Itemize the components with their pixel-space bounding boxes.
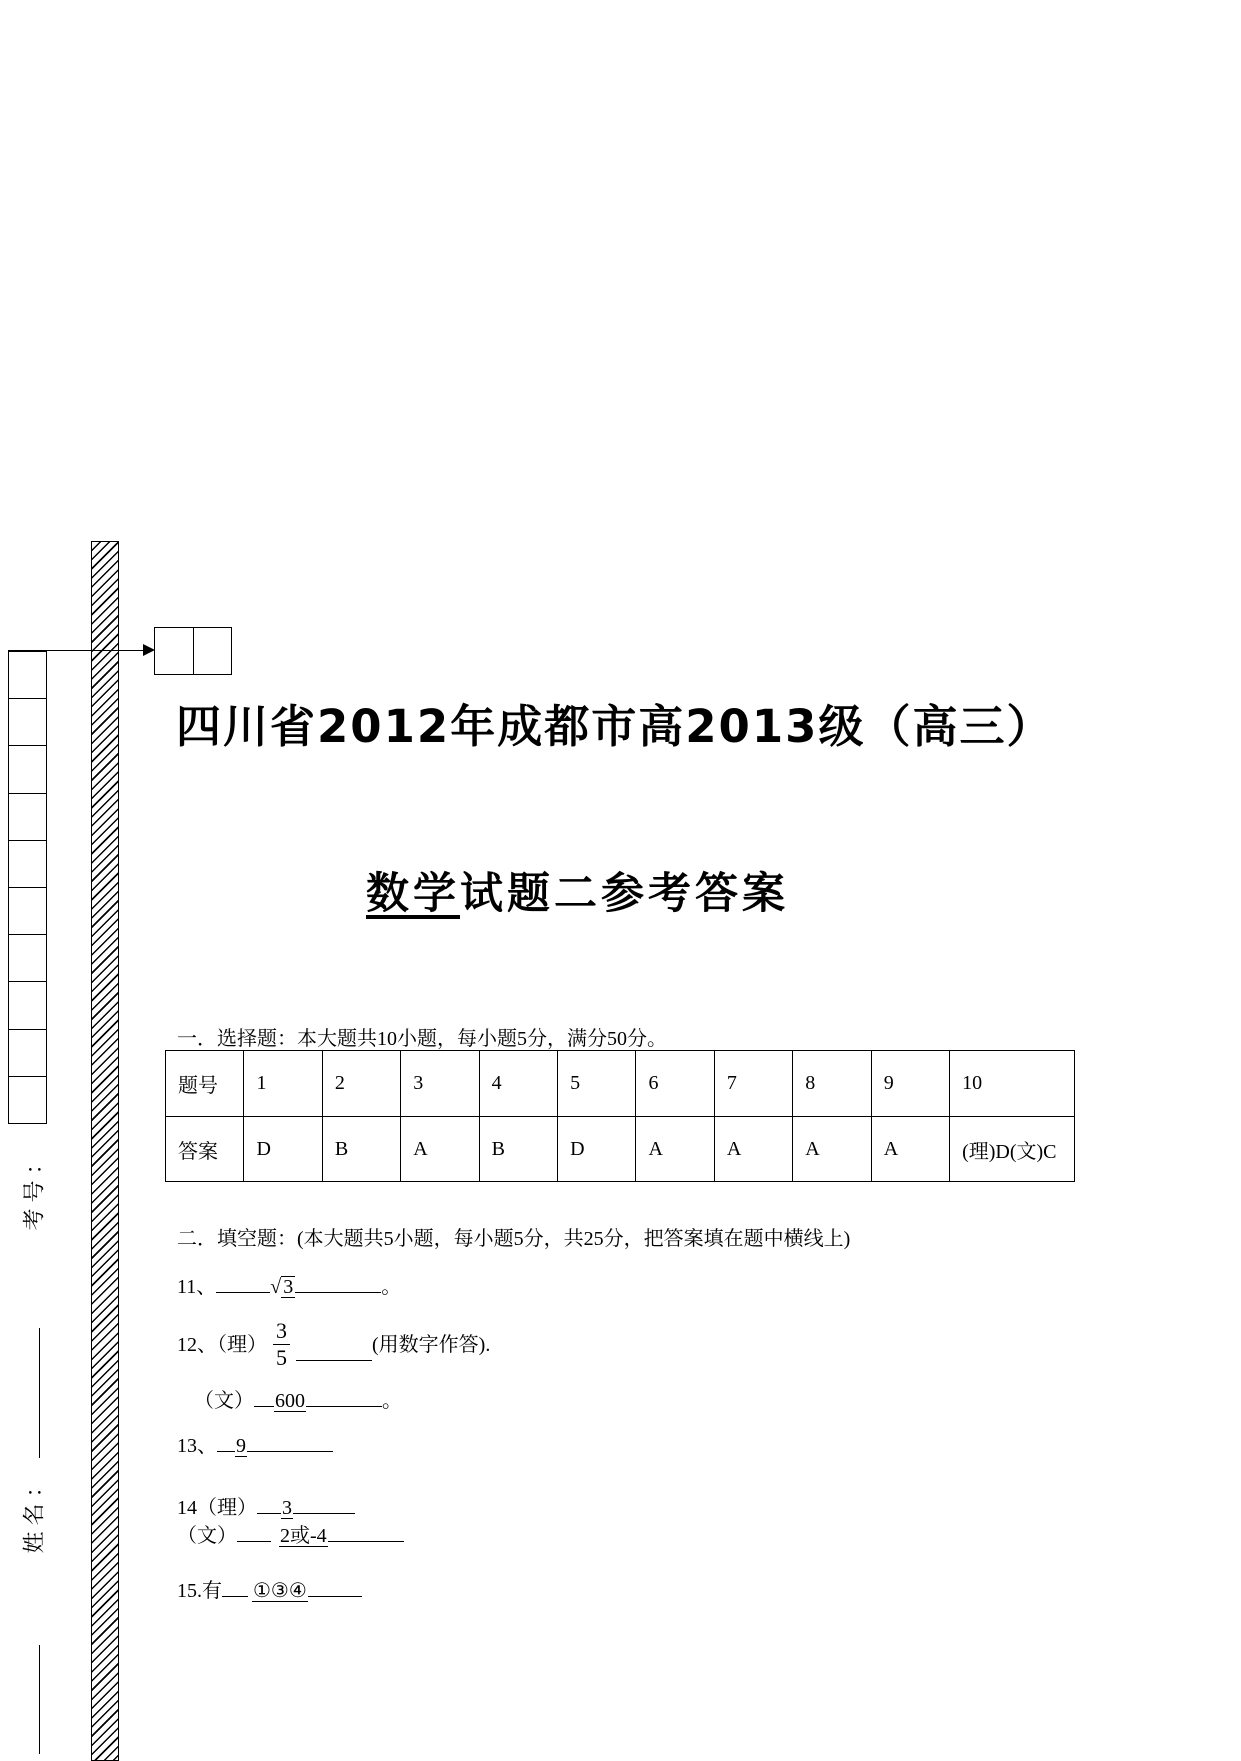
question-12-li bbox=[177, 1318, 490, 1372]
q14-li-answer: 3 bbox=[282, 1497, 292, 1519]
answer-table bbox=[165, 1050, 1075, 1182]
section-2-heading: 二．填空题：(本大题共5小题，每小题5分，共25分，把答案填在题中横线上) bbox=[177, 1228, 851, 1250]
question-11 bbox=[177, 1272, 401, 1298]
q15-blank-trail bbox=[308, 1576, 362, 1597]
table-row bbox=[166, 1051, 1075, 1117]
binding-hatch-strip bbox=[91, 541, 119, 1761]
q13-blank-trail bbox=[247, 1431, 333, 1452]
question-15 bbox=[177, 1576, 362, 1602]
q15-label: 15.有 bbox=[177, 1580, 222, 1602]
answer-cell: A bbox=[636, 1117, 714, 1182]
question-number: 2 bbox=[322, 1051, 400, 1117]
q14-li-blank-trail bbox=[293, 1493, 355, 1514]
q14-wen-answer: 2或-4 bbox=[280, 1525, 327, 1547]
q14-wen-blank-trail bbox=[328, 1521, 404, 1542]
question-number: 10 bbox=[950, 1051, 1075, 1117]
question-number: 3 bbox=[401, 1051, 479, 1117]
q13-answer: 9 bbox=[236, 1435, 246, 1457]
q11-answer-sqrt bbox=[270, 1276, 295, 1298]
exam-number-box[interactable] bbox=[9, 652, 46, 699]
question-number: 6 bbox=[636, 1051, 714, 1117]
answer-cell: A bbox=[871, 1117, 949, 1182]
answer-cell: A bbox=[714, 1117, 792, 1182]
q11-label: 11、 bbox=[177, 1276, 217, 1298]
seat-number-box[interactable] bbox=[194, 628, 232, 674]
section-1-heading: 一．选择题：本大题共10小题，每小题5分，满分50分。 bbox=[177, 1028, 667, 1050]
subtitle-rest: 试题二参考答案 bbox=[460, 869, 789, 919]
q12-wen-blank-trail bbox=[306, 1386, 382, 1407]
exam-number-boxes bbox=[8, 651, 47, 1124]
exam-number-box[interactable] bbox=[9, 841, 46, 888]
q11-end: 。 bbox=[381, 1276, 402, 1298]
q14-li-label: 14（理） bbox=[177, 1497, 257, 1519]
question-14-li bbox=[177, 1493, 355, 1519]
exam-number-box[interactable] bbox=[9, 1030, 46, 1077]
q11-answer: 3 bbox=[283, 1276, 294, 1298]
answer-cell: (理)D(文)C bbox=[950, 1117, 1075, 1182]
exam-number-box[interactable] bbox=[9, 982, 46, 1029]
answer-cell: A bbox=[793, 1117, 871, 1182]
subtitle-subject: 数学 bbox=[366, 869, 460, 919]
question-number: 8 bbox=[793, 1051, 871, 1117]
answer-cell: B bbox=[322, 1117, 400, 1182]
question-number: 5 bbox=[558, 1051, 636, 1117]
name-label: 姓名： bbox=[22, 1469, 48, 1554]
seat-number-box[interactable] bbox=[155, 628, 194, 674]
answer-cell: A bbox=[401, 1117, 479, 1182]
q12-blank bbox=[296, 1340, 372, 1361]
exam-number-box[interactable] bbox=[9, 746, 46, 793]
question-number: 9 bbox=[871, 1051, 949, 1117]
q12-label: 12、（理） bbox=[177, 1333, 267, 1356]
exam-number-box[interactable] bbox=[9, 888, 46, 935]
question-number: 1 bbox=[244, 1051, 322, 1117]
page-title: 四川省2012年成都市高2013级（高三） bbox=[176, 700, 1054, 753]
answer-cell: B bbox=[479, 1117, 557, 1182]
q11-blank-lead bbox=[216, 1272, 270, 1293]
exam-number-label: 考号： bbox=[22, 1146, 48, 1231]
question-number: 7 bbox=[714, 1051, 792, 1117]
class-fill-line[interactable] bbox=[39, 1645, 40, 1754]
q12-wen-blank-lead bbox=[254, 1386, 274, 1407]
sqrt-icon: √ bbox=[270, 1276, 282, 1298]
q11-blank-trail bbox=[295, 1272, 381, 1293]
table-row bbox=[166, 1117, 1075, 1182]
page-subtitle bbox=[366, 860, 789, 921]
question-14-wen bbox=[177, 1521, 404, 1547]
answer-cell: D bbox=[244, 1117, 322, 1182]
q12-answer-fraction bbox=[273, 1318, 290, 1372]
q12-wen-end: 。 bbox=[382, 1390, 402, 1412]
question-number: 4 bbox=[479, 1051, 557, 1117]
exam-number-box[interactable] bbox=[9, 935, 46, 982]
q12-numerator: 3 bbox=[273, 1318, 290, 1345]
arrow-line bbox=[8, 650, 150, 651]
q12-wen-label: （文） bbox=[194, 1390, 254, 1412]
q15-answer: ①③④ bbox=[253, 1580, 307, 1602]
name-fill-line[interactable] bbox=[39, 1328, 40, 1458]
q12-note: (用数字作答). bbox=[372, 1333, 491, 1356]
q15-blank-lead bbox=[222, 1576, 248, 1597]
exam-number-box[interactable] bbox=[9, 794, 46, 841]
q13-label: 13、 bbox=[177, 1435, 217, 1457]
seat-number-boxes bbox=[154, 627, 232, 675]
exam-number-box[interactable] bbox=[9, 1077, 46, 1123]
q12-denominator: 5 bbox=[276, 1345, 287, 1371]
exam-number-box[interactable] bbox=[9, 699, 46, 746]
question-13 bbox=[177, 1431, 333, 1457]
q14-wen-label: （文） bbox=[177, 1525, 237, 1547]
row-header-answer: 答案 bbox=[166, 1117, 244, 1182]
question-12-wen bbox=[194, 1386, 402, 1412]
answer-cell: D bbox=[558, 1117, 636, 1182]
q14-wen-blank-lead bbox=[237, 1521, 271, 1542]
row-header-number: 题号 bbox=[166, 1051, 244, 1117]
q14-li-blank-lead bbox=[257, 1493, 281, 1514]
q12-wen-answer: 600 bbox=[275, 1390, 305, 1412]
q13-blank-lead bbox=[217, 1431, 235, 1452]
